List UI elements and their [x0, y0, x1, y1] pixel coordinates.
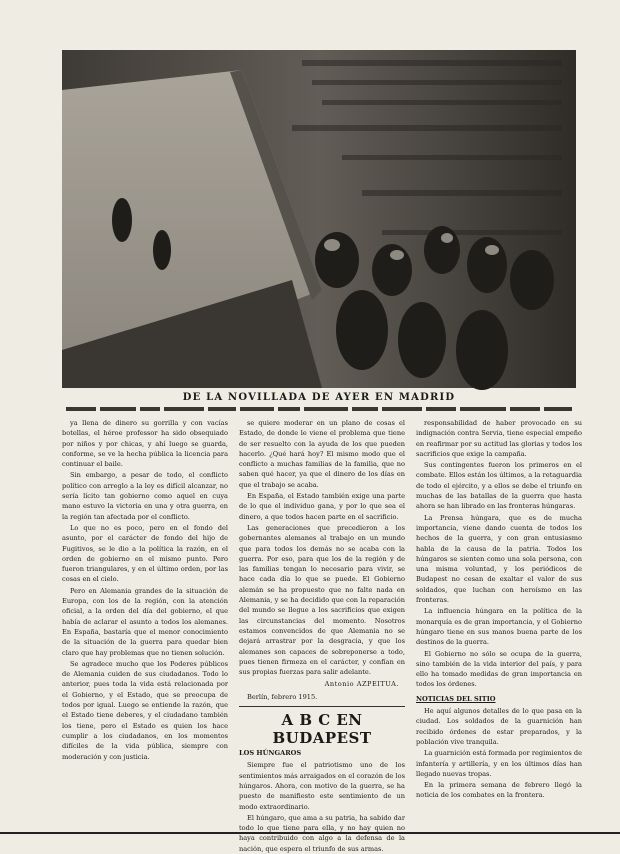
- article-paragraph: Pero en Alemania grandes de la situación de Europa, con los de la región, con la atención oficial, a la orden del día del gobierno, el que había de aclarar el asunto a todos los alemanes. En España, bastaría que el menor conocimiento de la situación de la guerra para quedar bien claro que hay problemas que no tienen solución.: [62, 586, 228, 657]
- illegible-caption-text: [60, 405, 578, 413]
- article-paragraph: se quiere moderar en un plano de cosas el Estado, de donde le viene el problema que tiene de ser resuelto con la ayuda de los que pueden hacerlo. ¿Qué hará hoy? El mismo modo que el conflicto a muchas familias de la familia, que no saben qué hacer, ya que el dinero de los días en que el trabajo se acaba.: [239, 419, 405, 489]
- article-paragraph: Lo que no es poco, pero en el fondo del asunto, por el carácter de fondo del hijo de Fugitivos, se le dio a la política la razón, en el orden de gobierno en el mismo punto. Pero fueron triangulares, y en el último orden, por las cosas en el cielo.: [62, 523, 228, 584]
- article-paragraph: La influencia húngara en la política de la monarquía es de gran importancia, y el Gobierno húngaro tiene en sus manos buena parte de los destinos de la guerra.: [416, 607, 582, 647]
- section-heading: NOTICIAS DEL SITIO: [416, 694, 496, 703]
- article-column-1: [62, 418, 228, 836]
- article-paragraph: El húngaro, que ama a su patria, ha sabido dar todo lo que tiene para ella, y no hay quien no haya contribuido con algo a la defensa de la nación, que espera el triunfo de sus armas.: [239, 813, 405, 853]
- article-paragraph: He aquí algunos detalles de lo que pasa en la ciudad. Los soldados de la guarnición han recibido órdenes de estar preparados, y la población vive tranquila.: [416, 707, 582, 746]
- article-paragraph: responsabilidad de haber provocado en su indignación contra Servia, tiene especial empeño en reafirmar por su actitud las glorias y todos los sacrificios que exige la campaña.: [416, 419, 582, 458]
- photo-caption-title: DE LA NOVILLADA DE AYER EN MADRID: [182, 392, 456, 403]
- photo-illustration: [62, 50, 576, 388]
- bottom-divider: [0, 832, 620, 834]
- article-column-2: [239, 418, 405, 853]
- budapest-subhead: LOS HÚNGAROS: [239, 749, 302, 758]
- budapest-headline: A B C EN BUDAPEST: [239, 706, 405, 747]
- photo-caption-subtitle: [60, 405, 578, 415]
- article-paragraph: La guarnición está formada por regimientos de infantería y artillería, y en los últimos días han llegado nuevas tropas.: [416, 749, 582, 778]
- article-paragraph: Sus contingentes fueron los primeros en el combate. Ellos están los últimos, a la retaguardia de todo el ejército, y a ellos se debe el triunfo en muchas de las batallas de la guerra que hasta ahora se han librado en las fronteras húngaras.: [416, 461, 582, 511]
- article-paragraph: ya llena de dinero su gorrilla y con vacías botellas, el héroe professor ha sido obsequiado por niños y por chicas, y ahí luego se guarda, conforme, se ve la hecha pública la licencia para continuar el baile.: [62, 419, 228, 469]
- article-paragraph: La Prensa húngara, que es de mucha importancia, viene dando cuenta de todos los hechos de la guerra, y con gran entusiasmo habla de la causa de la patria. Todos los húngaros se sienten como una sola persona, con una misma voluntad, y los periódicos de Budapest no cesan de exaltar el valor de sus soldados, que luchan con heroísmo en las fronteras.: [416, 513, 582, 605]
- article-paragraph: Sin embargo, a pesar de todo, el conflicto político con arreglo a la ley es difícil alcanzar, no sería lícito tan gobierno como aquel en cuya mano estuvo la victoria en una y otra guerra, en la región tan afectada por el conflicto.: [62, 471, 228, 521]
- article-paragraph: En España, el Estado también exige una parte de lo que el individuo gana, y por lo que sea el dinero, a que todos hacen parte en el sacrificio.: [239, 492, 405, 521]
- article-paragraph: En la primera semana de febrero llegó la noticia de los combates en la frontera.: [416, 781, 582, 800]
- bullfight-photograph: [62, 50, 576, 388]
- article-paragraph: El Gobierno no sólo se ocupa de la guerra, sino también de la vida interior del país, y para ello ha tomado medidas de gran importancia en todos los órdenes.: [416, 649, 582, 689]
- article-paragraph: Las generaciones que precedieron a los gobernantes alemanes al trabajo en un mundo que para todos los demás no se acaba con la guerra. Por eso, para que los de la región y de las familias tengan lo necesario para vivir, se hace cada día lo que se puede. El Gobierno alemán se ha propuesto que no falte nada en Alemania, y se ha decidido que con la reparación del mundo se llegue a los sacrificios que exigen las circunstancias del momento. Nosotros estamos convencidos de que Alemania no se dejará arrastrar por la desgracia, y que los alemanes son capaces de sobreponerse a todo, pues tienen firmeza en el carácter, y confían en sus propias fuerzas para salir adelante.: [239, 523, 405, 677]
- article-paragraph: Se agradece mucho que los Poderes públicos de Alemania cuiden de sus ciudadanos. Todo lo anterior, pues toda la vida está relacionada por el Gobierno, y el Estado, que se preocupa de todos por igual. Luego se entiende la razón, que el Estado tiene deberes, y el ciudadano también los tiene, pero el Estado es quien los hace cumplir a los ciudadanos, en los momentos difíciles de la vida pública, siempre con moderación y con justicia.: [62, 659, 228, 761]
- article-dateline: Berlín, febrero 1915.: [247, 692, 318, 701]
- article-signature: Antonio AZPEITUA.: [324, 680, 399, 689]
- article-column-3: [416, 418, 582, 836]
- article-paragraph: Siempre fue el patriotismo uno de los sentimientos más arraigados en el corazón de los húngaros. Ahora, con motivo de la guerra, se ha puesto de manifiesto este sentimiento de un modo extraordinario.: [239, 761, 405, 811]
